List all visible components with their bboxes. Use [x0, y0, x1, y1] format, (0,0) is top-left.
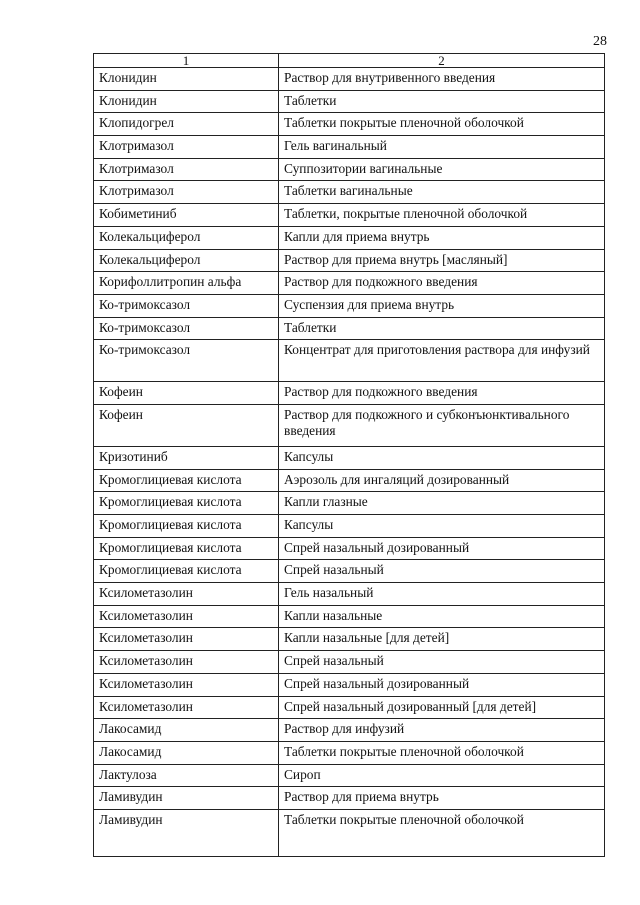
drug-name-cell: Ксилометазолин — [94, 696, 279, 719]
drug-name-cell: Клотримазол — [94, 158, 279, 181]
table-row — [94, 764, 605, 787]
table-row — [94, 651, 605, 674]
dosage-form-cell: Гель назальный — [279, 583, 605, 606]
drug-name-cell: Клопидогрел — [94, 113, 279, 136]
dosage-form-cell: Раствор для приема внутрь — [279, 787, 605, 810]
drug-name-cell: Ксилометазолин — [94, 628, 279, 651]
dosage-form-cell: Раствор для приема внутрь [масляный] — [279, 249, 605, 272]
table-row — [94, 249, 605, 272]
drug-name-cell: Лакосамид — [94, 741, 279, 764]
drug-name-cell: Кромоглициевая кислота — [94, 492, 279, 515]
table-row — [94, 294, 605, 317]
dosage-form-cell: Капсулы — [279, 446, 605, 469]
drug-name-cell: Клонидин — [94, 68, 279, 91]
table-row — [94, 605, 605, 628]
drug-name-cell: Кофеин — [94, 404, 279, 446]
dosage-form-cell: Аэрозоль для ингаляций дозированный — [279, 469, 605, 492]
drug-name-cell: Лакосамид — [94, 719, 279, 742]
dosage-form-cell: Раствор для подкожного и субконъюнктивального введения — [279, 404, 605, 446]
dosage-form-cell: Суспензия для приема внутрь — [279, 294, 605, 317]
drug-name-cell: Кромоглициевая кислота — [94, 515, 279, 538]
dosage-form-cell: Спрей назальный дозированный — [279, 537, 605, 560]
table-row — [94, 628, 605, 651]
drug-name-cell: Кромоглициевая кислота — [94, 537, 279, 560]
table-row — [94, 492, 605, 515]
table-row — [94, 382, 605, 405]
drug-name-cell: Ко-тримоксазол — [94, 317, 279, 340]
dosage-form-cell: Раствор для подкожного введения — [279, 382, 605, 405]
dosage-form-cell: Раствор для инфузий — [279, 719, 605, 742]
table-header-row — [94, 54, 605, 68]
table-row — [94, 560, 605, 583]
dosage-form-cell: Концентрат для приготовления раствора для инфузий — [279, 340, 605, 382]
drug-name-cell: Ко-тримоксазол — [94, 294, 279, 317]
drug-name-cell: Ламивудин — [94, 787, 279, 810]
drug-name-cell: Ксилометазолин — [94, 651, 279, 674]
table-row — [94, 404, 605, 446]
dosage-form-cell: Гель вагинальный — [279, 136, 605, 159]
drug-name-cell: Ко-тримоксазол — [94, 340, 279, 382]
dosage-form-cell: Таблетки покрытые пленочной оболочкой — [279, 741, 605, 764]
dosage-form-cell: Таблетки — [279, 317, 605, 340]
drug-name-cell: Колекальциферол — [94, 226, 279, 249]
table-row — [94, 90, 605, 113]
dosage-form-cell: Спрей назальный — [279, 560, 605, 583]
dosage-form-cell: Таблетки покрытые пленочной оболочкой — [279, 113, 605, 136]
drug-name-cell: Корифоллитропин альфа — [94, 272, 279, 295]
drug-name-cell: Ламивудин — [94, 809, 279, 856]
dosage-form-cell: Таблетки — [279, 90, 605, 113]
dosage-form-cell: Капли глазные — [279, 492, 605, 515]
dosage-form-cell: Таблетки, покрытые пленочной оболочкой — [279, 204, 605, 227]
drug-name-cell: Клотримазол — [94, 181, 279, 204]
drug-name-cell: Кризотиниб — [94, 446, 279, 469]
dosage-form-cell: Таблетки покрытые пленочной оболочкой — [279, 809, 605, 856]
dosage-form-cell: Капсулы — [279, 515, 605, 538]
drug-name-cell: Колекальциферол — [94, 249, 279, 272]
drug-name-cell: Кофеин — [94, 382, 279, 405]
drug-name-cell: Кромоглициевая кислота — [94, 469, 279, 492]
drug-table — [93, 53, 605, 857]
table-row — [94, 181, 605, 204]
table-row — [94, 204, 605, 227]
table-row — [94, 673, 605, 696]
dosage-form-cell: Спрей назальный дозированный — [279, 673, 605, 696]
table-row — [94, 696, 605, 719]
dosage-form-cell: Капли для приема внутрь — [279, 226, 605, 249]
table-row — [94, 469, 605, 492]
dosage-form-cell: Спрей назальный дозированный [для детей] — [279, 696, 605, 719]
dosage-form-cell: Суппозитории вагинальные — [279, 158, 605, 181]
table-row — [94, 68, 605, 91]
drug-name-cell: Кобиметиниб — [94, 204, 279, 227]
table-row — [94, 136, 605, 159]
table-row — [94, 340, 605, 382]
table-row — [94, 515, 605, 538]
drug-name-cell: Кромоглициевая кислота — [94, 560, 279, 583]
dosage-form-cell: Таблетки вагинальные — [279, 181, 605, 204]
table-row — [94, 809, 605, 856]
table-row — [94, 537, 605, 560]
dosage-form-cell: Спрей назальный — [279, 651, 605, 674]
table-row — [94, 158, 605, 181]
dosage-form-cell: Капли назальные [для детей] — [279, 628, 605, 651]
drug-name-cell: Ксилометазолин — [94, 673, 279, 696]
drug-name-cell: Ксилометазолин — [94, 605, 279, 628]
dosage-form-cell: Раствор для внутривенного введения — [279, 68, 605, 91]
column-header-2: 2 — [279, 54, 605, 68]
drug-name-cell: Ксилометазолин — [94, 583, 279, 606]
table-row — [94, 113, 605, 136]
dosage-form-cell: Капли назальные — [279, 605, 605, 628]
table-row — [94, 719, 605, 742]
table-row — [94, 741, 605, 764]
drug-name-cell: Клонидин — [94, 90, 279, 113]
drug-name-cell: Клотримазол — [94, 136, 279, 159]
table-row — [94, 583, 605, 606]
dosage-form-cell: Сироп — [279, 764, 605, 787]
column-header-1: 1 — [94, 54, 279, 68]
table-row — [94, 446, 605, 469]
table-row — [94, 317, 605, 340]
table-row — [94, 787, 605, 810]
table-row — [94, 226, 605, 249]
dosage-form-cell: Раствор для подкожного введения — [279, 272, 605, 295]
page-number: 28 — [593, 34, 607, 49]
table-row — [94, 272, 605, 295]
drug-name-cell: Лактулоза — [94, 764, 279, 787]
